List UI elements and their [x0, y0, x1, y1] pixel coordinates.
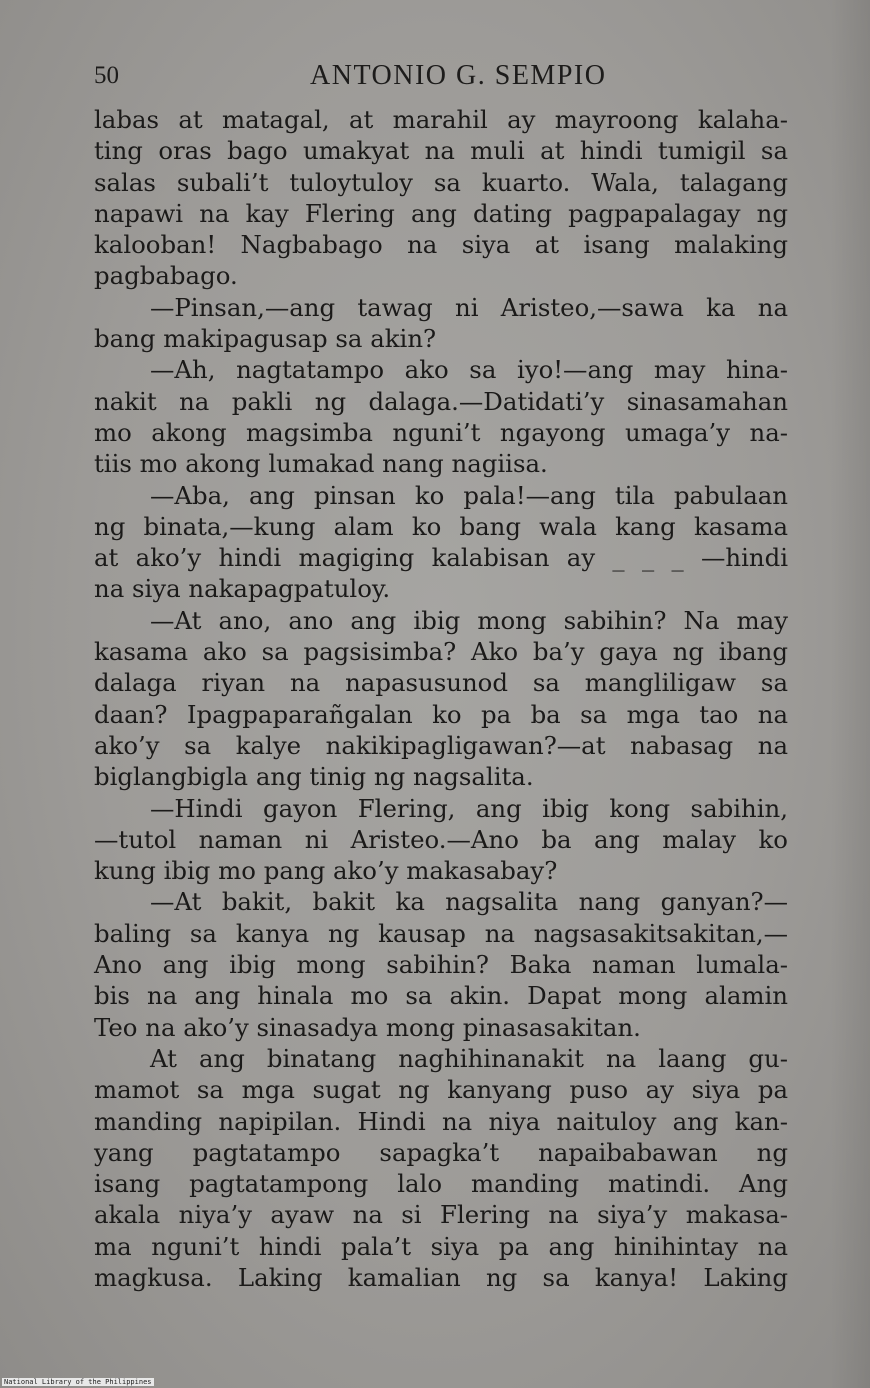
text-line: napawi na kay Flering ang dating pagpapalagay ng	[94, 198, 788, 228]
text-line: akala niya’y ayaw na si Flering na siya’y makasa-	[94, 1200, 788, 1230]
text-line: ting oras bago umakyat na muli at hindi tumigil sa	[94, 136, 788, 166]
text-line: —tutol naman ni Aristeo.—Ano ba ang malay ko	[94, 824, 788, 854]
footer-credit: National Library of the Philippines	[4, 1378, 152, 1386]
text-line: yang pagtatampo sapagka’t napaibabawan ng	[94, 1137, 788, 1167]
text-line: —Ah, nagtatampo ako sa iyo!—ang may hina-	[150, 355, 788, 385]
text-line: na siya nakapagpatuloy.	[94, 574, 391, 604]
text-line: bis na ang hinala mo sa akin. Dapat mong alamin	[94, 981, 788, 1011]
body-text	[94, 104, 788, 1293]
text-line: —Aba, ang pinsan ko pala!—ang tila pabulaan	[150, 480, 788, 510]
text-line: nakit na pakli ng dalaga.—Datidati’y sinasamahan	[94, 386, 788, 416]
text-line: at ako’y hindi magiging kalabisan ay _ _ _ —hindi	[94, 543, 788, 573]
text-line: kasama ako sa pagsisimba? Ako ba’y gaya ng ibang	[94, 637, 788, 667]
text-line: kalooban! Nagbabago na siya at isang malaking	[94, 230, 788, 260]
page-edge-shadow	[830, 0, 870, 1388]
text-line: ma nguni’t hindi pala’t siya pa ang hinihintay na	[94, 1231, 788, 1261]
text-line: biglangbigla ang tinig ng nagsalita.	[94, 762, 534, 792]
text-line: ako’y sa kalye nakikipagligawan?—at nabasag na	[94, 730, 788, 760]
text-line: mo akong magsimba nguni’t ngayong umaga’y na-	[94, 417, 788, 447]
text-line: manding napipilan. Hindi na niya naituloy ang kan-	[94, 1106, 788, 1136]
page-header	[94, 60, 794, 100]
text-line: kung ibig mo pang ako’y makasabay?	[94, 856, 558, 886]
text-line: labas at matagal, at marahil ay mayroong kalaha-	[94, 105, 788, 134]
text-line: mamot sa mga sugat ng kanyang puso ay siya pa	[94, 1075, 788, 1105]
text-line: salas subali’t tuloytuloy sa kuarto. Wala, talagang	[94, 167, 788, 197]
text-line: tiis mo akong lumakad nang nagiisa.	[94, 449, 548, 479]
text-line: —Pinsan,—ang tawag ni Aristeo,—sawa ka na	[150, 292, 788, 322]
text-line: At ang binatang naghihinanakit na laang gu-	[150, 1043, 788, 1073]
text-line: Teo na ako’y sinasadya mong pinasasakitan.	[94, 1012, 641, 1042]
text-line: isang pagtatampong lalo manding matindi. Ang	[94, 1169, 788, 1199]
text-line: daan? Ipagpaparañgalan ko pa ba sa mga tao na	[94, 699, 788, 729]
text-line: Ano ang ibig mong sabihin? Baka naman lumala-	[94, 950, 788, 980]
text-line: —At bakit, bakit ka nagsalita nang ganyan?—	[150, 887, 788, 917]
running-head: ANTONIO G. SEMPIO	[310, 60, 607, 91]
text-line: baling sa kanya ng kausap na nagsasakitsakitan,—	[94, 918, 788, 948]
page-number: 50	[94, 62, 119, 89]
text-line: dalaga riyan na napasusunod sa mangliligaw sa	[94, 668, 788, 698]
text-line: bang makipagusap sa akin?	[94, 324, 437, 354]
text-line: —Hindi gayon Flering, ang ibig kong sabihin,	[150, 793, 788, 823]
text-line: —At ano, ano ang ibig mong sabihin? Na may	[150, 605, 788, 635]
text-line: ng binata,—kung alam ko bang wala kang kasama	[94, 511, 788, 541]
text-line: pagbabago.	[94, 261, 238, 291]
text-line: magkusa. Laking kamalian ng sa kanya! Laking	[94, 1262, 788, 1292]
